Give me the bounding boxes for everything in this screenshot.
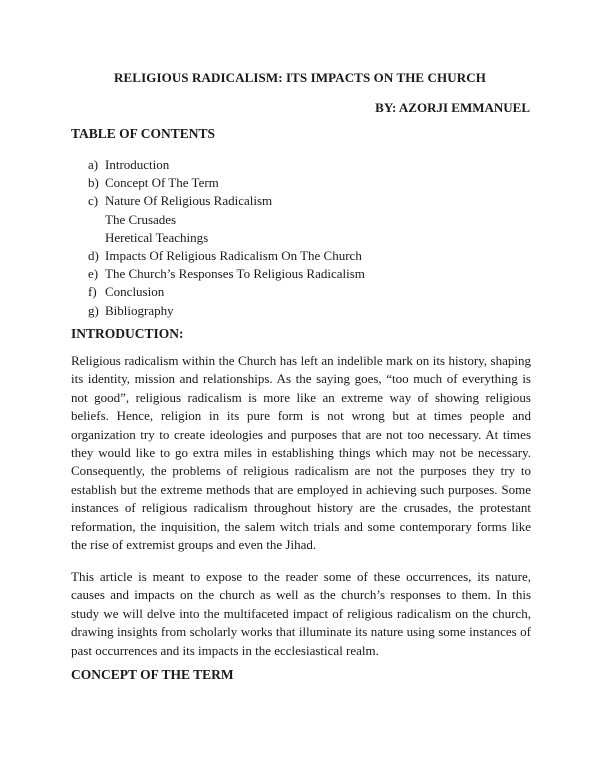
toc-item xyxy=(88,192,548,210)
toc-item xyxy=(88,156,548,174)
document-author: BY: AZORJI EMMANUEL xyxy=(375,100,530,115)
toc-item xyxy=(88,302,548,320)
toc-item-text: Introduction xyxy=(105,157,170,172)
toc-item-letter: g) xyxy=(88,302,99,318)
toc-heading: TABLE OF CONTENTS xyxy=(71,126,216,141)
body-paragraph: Religious radicalism within the Church has left an indelible mark on its history, shaping its identity, mission and relationships. As the saying goes, “too much of everything is not good”, religious radicalism is more like an extreme way of showing religious beliefs. Hence, religion in its pure form is not wrong but at times people and organization try to create ideologies and purposes that are not too necessary. At times they would like to go extra miles in establishing things which may not be necessary. Consequently, the problems of religious radicalism are not the purposes they try to establish but the extreme methods that are employed in achieving such purposes. Some instances of religious radicalism throughout history are the crusades, the protestant reformation, the inquisition, the salem witch trials and some contemporary forms like the rise of extremist groups and even the Jihad. xyxy=(71,353,531,553)
toc-item-text: Conclusion xyxy=(105,284,165,300)
toc-subitem xyxy=(88,229,548,247)
toc-item-text: Concept Of The Term xyxy=(105,175,219,191)
concept-heading: CONCEPT OF THE TERM xyxy=(71,667,234,682)
body-paragraph: This article is meant to expose to the reader some of these occurrences, its nature, causes and impacts on the church as well as the church’s responses to them. In this study we will delve into the multifaceted impact of religious radicalism on the church, drawing insights from scholarly works that illuminate its nature using some instances of past occurrences and its impacts in the ecclesiastical realm. xyxy=(71,569,531,658)
toc-item-letter: d) xyxy=(88,248,99,264)
toc-item-text: The Crusades xyxy=(105,211,177,227)
document-title: RELIGIOUS RADICALISM: ITS IMPACTS ON THE CHURCH xyxy=(114,70,486,85)
toc-item xyxy=(88,174,548,192)
toc-item xyxy=(88,283,548,301)
toc-item xyxy=(88,247,548,265)
toc-subitem xyxy=(88,211,548,229)
toc-item-text: The Church’s Responses To Religious Radicalism xyxy=(105,266,365,282)
toc-item xyxy=(88,265,548,283)
toc-item-letter: a) xyxy=(88,157,99,172)
table-of-contents xyxy=(88,156,548,320)
toc-item-text: Nature Of Religious Radicalism xyxy=(105,193,273,209)
toc-item-letter: e) xyxy=(88,266,99,282)
toc-item-text: Heretical Teachings xyxy=(105,229,209,245)
toc-item-text: Impacts Of Religious Radicalism On The Church xyxy=(105,248,362,264)
toc-item-letter: c) xyxy=(88,193,99,209)
introduction-heading: INTRODUCTION: xyxy=(71,326,184,341)
toc-item-text: Bibliography xyxy=(105,302,174,318)
toc-item-letter: f) xyxy=(88,284,97,300)
toc-item-letter: b) xyxy=(88,175,99,191)
